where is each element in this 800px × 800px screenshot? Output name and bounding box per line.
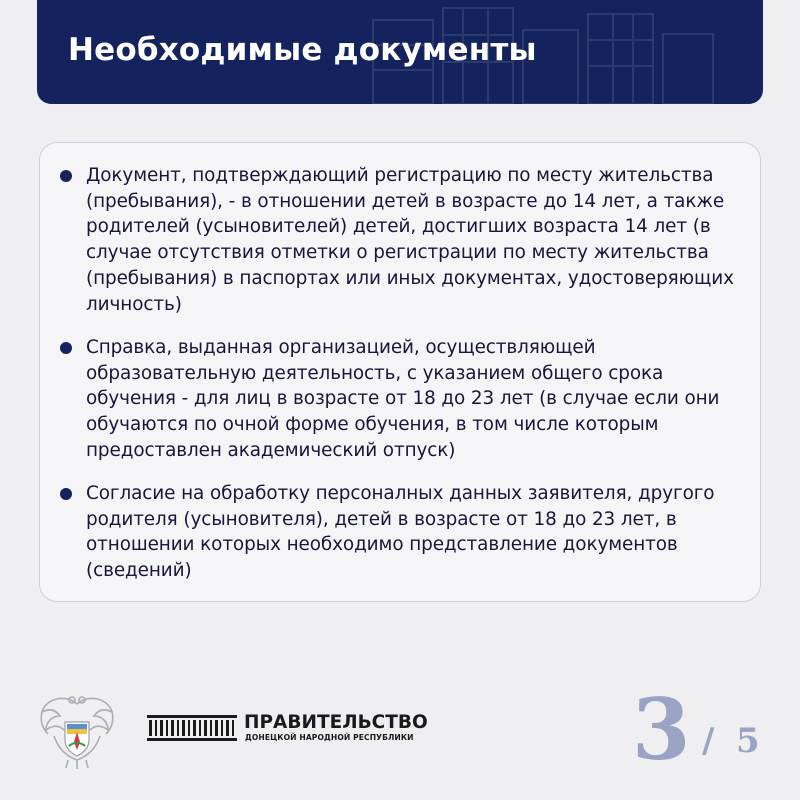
footer <box>0 680 800 800</box>
documents-card <box>39 142 761 602</box>
document-text: Согласие на обработку персоналных данных заявителя, другого родителя (усыновителя), детей в возрасте от 18 до 23 лет, в отношении которых необходимо представление документов (сведений) <box>86 483 715 582</box>
building-columns-icon <box>147 715 237 741</box>
coat-of-arms-icon <box>36 690 118 772</box>
government-subtitle: ДОНЕЦКОЙ НАРОДНОЙ РЕСПУБЛИКИ <box>245 733 414 742</box>
page-number-current: 3 <box>632 680 691 779</box>
bullet-icon <box>60 170 72 182</box>
page-number-total: 5 <box>736 721 760 761</box>
page-title: Необходимые документы <box>68 32 537 68</box>
document-text: Справка, выданная организацией, осуществляющей образовательную деятельность, с указанием общего срока обучения - для лиц в возрасте от 18 до 23 лет (в случае если они обучаются по очной форме обучения, в том числе которым предоставлен академический отпуск) <box>86 337 720 461</box>
bullet-icon <box>60 488 72 500</box>
header-banner <box>37 0 763 104</box>
government-name: ПРАВИТЕЛЬСТВО <box>244 712 428 733</box>
document-text: Документ, подтверждающий регистрацию по месту жительства (пребывания), - в отношении детей в возрасте до 14 лет, а также родителей (усыновителей) детей, достигших возраста 14 лет (в случае отсутствия отметки о регистрации по месту жительства (пребывания) в паспортах или иных документах, удостоверяющих личность) <box>86 165 734 315</box>
bullet-icon <box>60 342 72 354</box>
page-number-separator: / <box>702 721 715 761</box>
